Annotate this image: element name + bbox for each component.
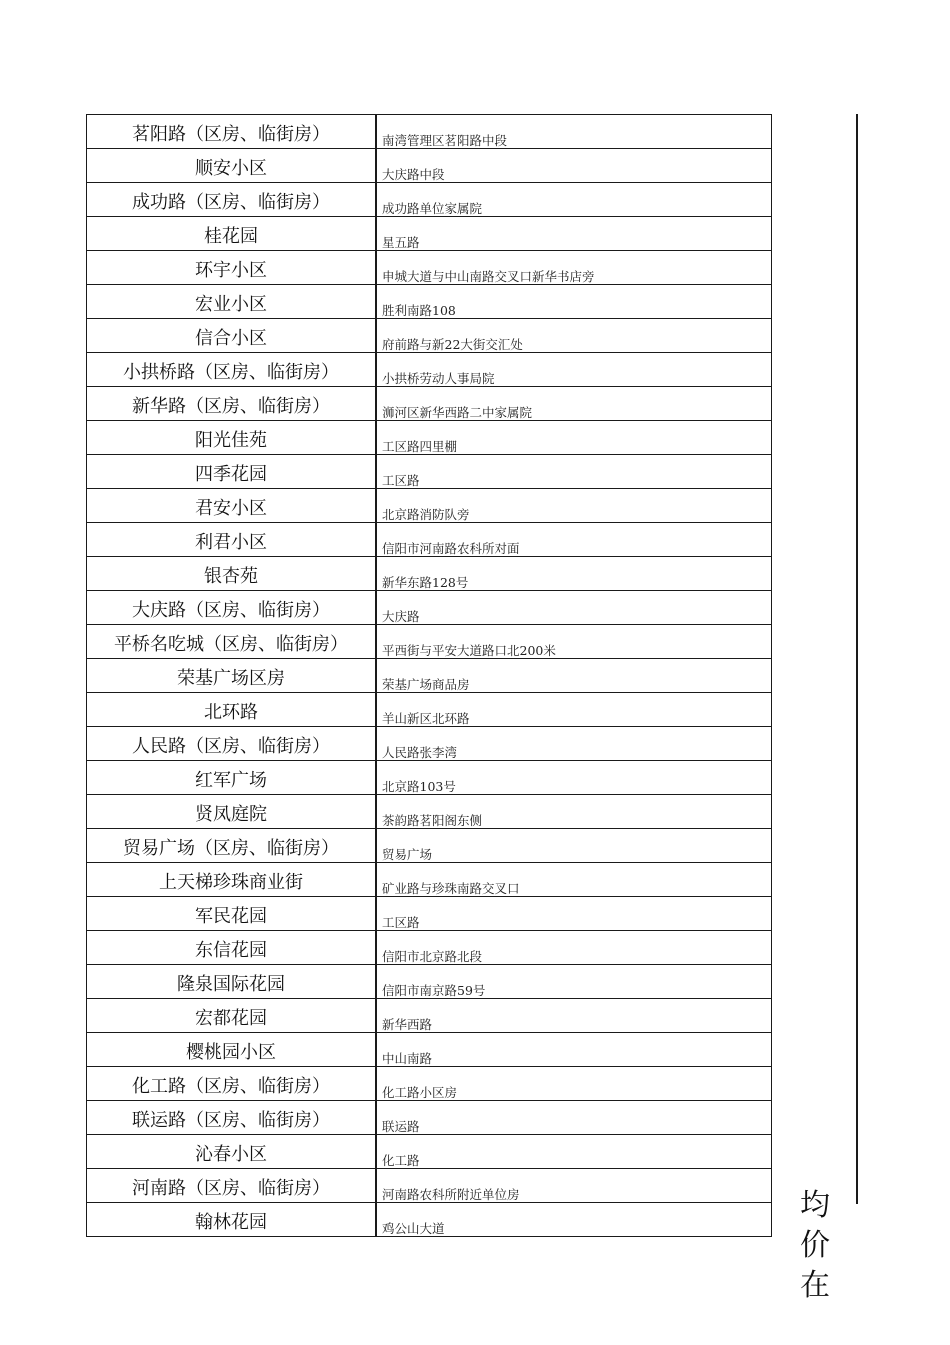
housing-table-body — [87, 115, 772, 1237]
address-cell: 申城大道与中山南路交叉口新华书店旁 — [376, 251, 772, 285]
side-note-char: 在 — [800, 1268, 830, 1303]
table-row — [87, 795, 772, 829]
address-cell: 人民路张李湾 — [376, 727, 772, 761]
table-row — [87, 387, 772, 421]
table-row — [87, 353, 772, 387]
table-row — [87, 319, 772, 353]
table-row — [87, 1033, 772, 1067]
community-name-cell: 红军广场 — [87, 761, 377, 795]
community-name-cell: 顺安小区 — [87, 149, 377, 183]
community-name-cell: 桂花园 — [87, 217, 377, 251]
community-name-cell: 化工路（区房、临街房） — [87, 1067, 377, 1101]
table-row — [87, 557, 772, 591]
community-name-cell: 阳光佳苑 — [87, 421, 377, 455]
community-name-cell: 贤凤庭院 — [87, 795, 377, 829]
address-cell: 新华西路 — [376, 999, 772, 1033]
address-cell: 信阳市河南路农科所对面 — [376, 523, 772, 557]
address-cell: 小拱桥劳动人事局院 — [376, 353, 772, 387]
address-cell: 成功路单位家属院 — [376, 183, 772, 217]
table-row — [87, 251, 772, 285]
address-cell: 茶韵路茗阳阁东侧 — [376, 795, 772, 829]
address-cell: 工区路四里棚 — [376, 421, 772, 455]
community-name-cell: 小拱桥路（区房、临街房） — [87, 353, 377, 387]
table-row — [87, 1169, 772, 1203]
address-cell: 工区路 — [376, 897, 772, 931]
table-row — [87, 285, 772, 319]
address-cell: 羊山新区北环路 — [376, 693, 772, 727]
community-name-cell: 樱桃园小区 — [87, 1033, 377, 1067]
community-name-cell: 君安小区 — [87, 489, 377, 523]
address-cell: 化工路小区房 — [376, 1067, 772, 1101]
community-name-cell: 北环路 — [87, 693, 377, 727]
side-note — [798, 1186, 832, 1306]
table-row — [87, 625, 772, 659]
address-cell: 南湾管理区茗阳路中段 — [376, 115, 772, 149]
table-row — [87, 591, 772, 625]
community-name-cell: 成功路（区房、临街房） — [87, 183, 377, 217]
community-name-cell: 上天梯珍珠商业街 — [87, 863, 377, 897]
community-name-cell: 河南路（区房、临街房） — [87, 1169, 377, 1203]
table-row — [87, 1135, 772, 1169]
address-cell: 矿业路与珍珠南路交叉口 — [376, 863, 772, 897]
table-row — [87, 489, 772, 523]
table-row — [87, 999, 772, 1033]
table-row — [87, 115, 772, 149]
community-name-cell: 沁春小区 — [87, 1135, 377, 1169]
community-name-cell: 平桥名吃城（区房、临街房） — [87, 625, 377, 659]
table-row — [87, 897, 772, 931]
community-name-cell: 宏业小区 — [87, 285, 377, 319]
community-name-cell: 新华路（区房、临街房） — [87, 387, 377, 421]
address-cell: 信阳市南京路59号 — [376, 965, 772, 999]
community-name-cell: 贸易广场（区房、临街房） — [87, 829, 377, 863]
right-vertical-rule — [856, 114, 858, 1204]
address-cell: 府前路与新22大街交汇处 — [376, 319, 772, 353]
address-cell: 信阳市北京路北段 — [376, 931, 772, 965]
community-name-cell: 信合小区 — [87, 319, 377, 353]
community-name-cell: 茗阳路（区房、临街房） — [87, 115, 377, 149]
address-cell: 鸡公山大道 — [376, 1203, 772, 1237]
table-row — [87, 1101, 772, 1135]
table-row — [87, 1203, 772, 1237]
side-note-char: 均 — [800, 1188, 830, 1223]
table-row — [87, 523, 772, 557]
address-cell: 河南路农科所附近单位房 — [376, 1169, 772, 1203]
community-name-cell: 大庆路（区房、临街房） — [87, 591, 377, 625]
community-name-cell: 联运路（区房、临街房） — [87, 1101, 377, 1135]
table-row — [87, 829, 772, 863]
community-name-cell: 隆泉国际花园 — [87, 965, 377, 999]
table-row — [87, 693, 772, 727]
table-row — [87, 149, 772, 183]
table-row — [87, 863, 772, 897]
table-row — [87, 965, 772, 999]
table-row — [87, 727, 772, 761]
table-row — [87, 183, 772, 217]
address-cell: 大庆路中段 — [376, 149, 772, 183]
address-cell: 胜利南路108 — [376, 285, 772, 319]
table-row — [87, 421, 772, 455]
address-cell: 星五路 — [376, 217, 772, 251]
community-name-cell: 东信花园 — [87, 931, 377, 965]
community-name-cell: 利君小区 — [87, 523, 377, 557]
address-cell: 浉河区新华西路二中家属院 — [376, 387, 772, 421]
address-cell: 荣基广场商品房 — [376, 659, 772, 693]
table-row — [87, 931, 772, 965]
table-row — [87, 455, 772, 489]
address-cell: 联运路 — [376, 1101, 772, 1135]
table-row — [87, 1067, 772, 1101]
community-name-cell: 环宇小区 — [87, 251, 377, 285]
community-name-cell: 四季花园 — [87, 455, 377, 489]
address-cell: 北京路消防队旁 — [376, 489, 772, 523]
housing-table — [86, 114, 772, 1237]
address-cell: 平西街与平安大道路口北200米 — [376, 625, 772, 659]
table-row — [87, 217, 772, 251]
community-name-cell: 军民花园 — [87, 897, 377, 931]
address-cell: 化工路 — [376, 1135, 772, 1169]
address-cell: 工区路 — [376, 455, 772, 489]
table-row — [87, 761, 772, 795]
community-name-cell: 银杏苑 — [87, 557, 377, 591]
community-name-cell: 翰林花园 — [87, 1203, 377, 1237]
side-note-char: 价 — [800, 1228, 830, 1263]
community-name-cell: 荣基广场区房 — [87, 659, 377, 693]
address-cell: 大庆路 — [376, 591, 772, 625]
address-cell: 新华东路128号 — [376, 557, 772, 591]
address-cell: 贸易广场 — [376, 829, 772, 863]
table-row — [87, 659, 772, 693]
community-name-cell: 宏都花园 — [87, 999, 377, 1033]
address-cell: 中山南路 — [376, 1033, 772, 1067]
community-name-cell: 人民路（区房、临街房） — [87, 727, 377, 761]
address-cell: 北京路103号 — [376, 761, 772, 795]
